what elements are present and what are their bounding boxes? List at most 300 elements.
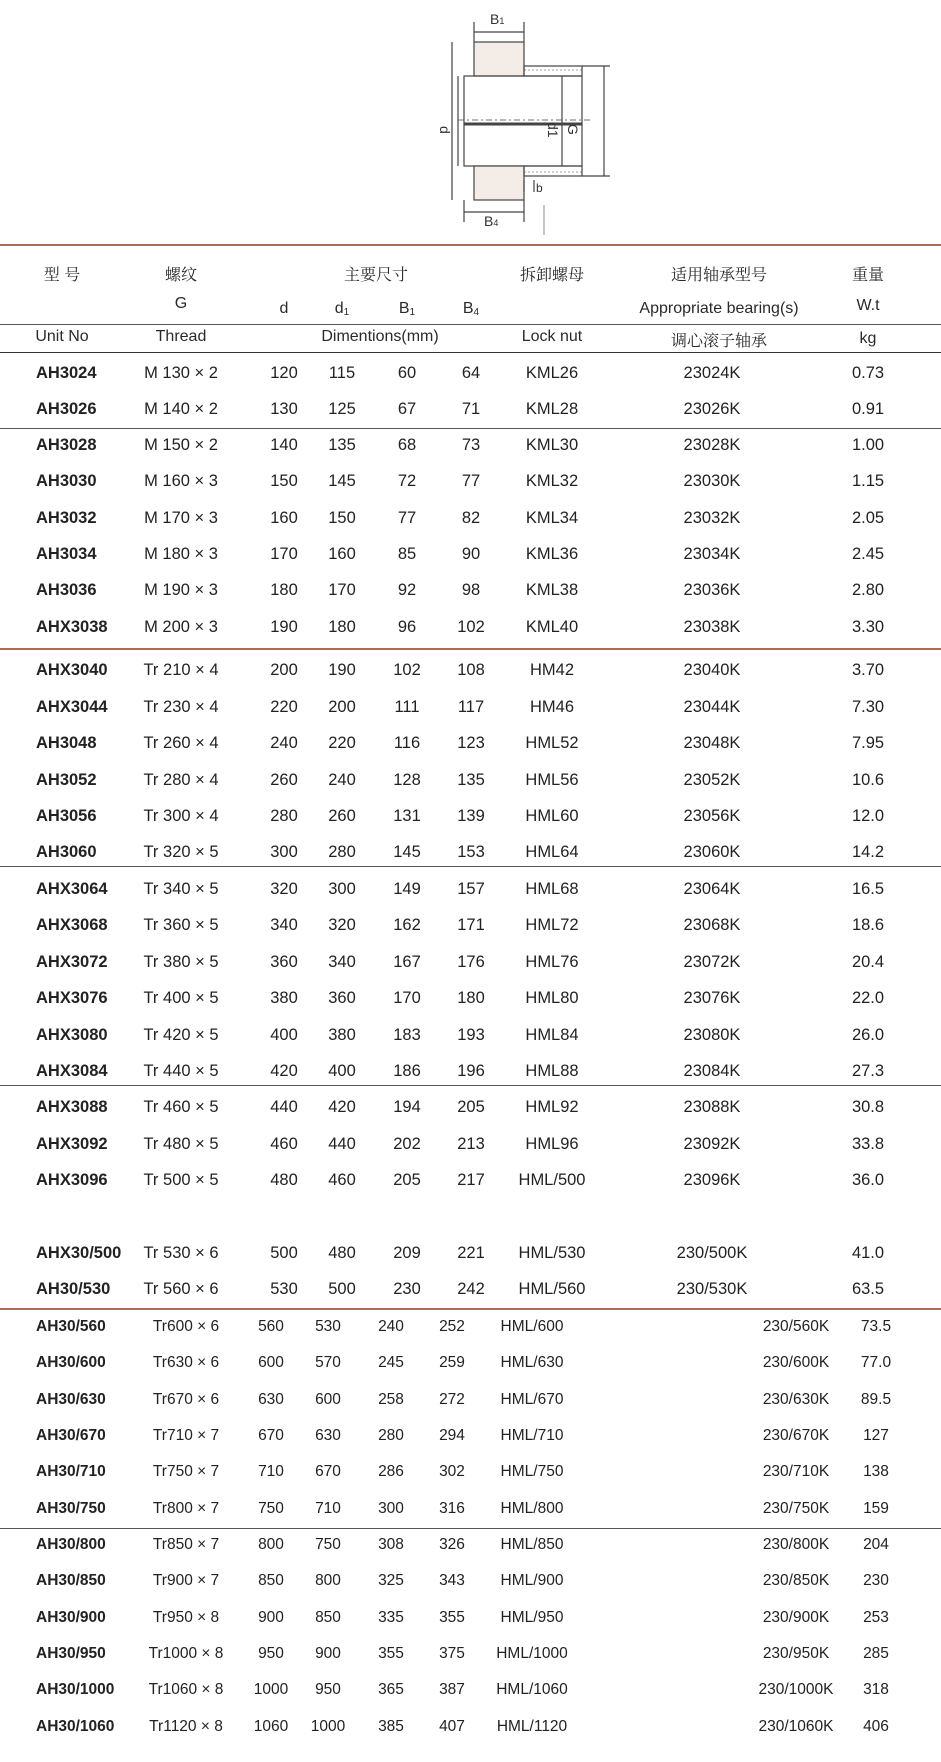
cell-b4: 64 — [461, 364, 481, 382]
cell-d1: 420 — [328, 1098, 356, 1116]
cell-b1: 162 — [393, 916, 421, 934]
cell-unit-no: AH3036 — [36, 581, 97, 599]
cell-b1: 300 — [378, 1500, 404, 1517]
cell-weight: 26.0 — [851, 1026, 885, 1044]
cell-d: 500 — [270, 1244, 298, 1262]
cell-lock-nut: HML/1000 — [496, 1645, 568, 1662]
cell-d1: 170 — [328, 581, 356, 599]
cell-b1: 230 — [393, 1280, 421, 1298]
table-row — [0, 1162, 941, 1198]
header-col-b4: $B_4$ — [462, 300, 480, 318]
cell-weight: 2.80 — [851, 581, 885, 599]
cell-b4: 108 — [457, 661, 485, 679]
cell-weight: 406 — [863, 1718, 889, 1735]
cell-lock-nut: HML/900 — [500, 1572, 564, 1589]
cell-bearing: 23048K — [683, 734, 741, 752]
cell-b1: 149 — [393, 880, 421, 898]
cell-b4: 326 — [439, 1536, 465, 1553]
cell-bearing: 230/1060K — [758, 1718, 834, 1735]
cell-b1: 240 — [378, 1318, 404, 1335]
cell-bearing: 23026K — [683, 400, 741, 418]
cell-b4: 355 — [439, 1609, 465, 1626]
cell-lock-nut: KML32 — [525, 472, 579, 490]
header-bottom-border — [0, 352, 941, 353]
cell-d: 800 — [258, 1536, 284, 1553]
cell-d1: 240 — [328, 771, 356, 789]
cell-b1: 77 — [397, 509, 417, 527]
cell-weight: 73.5 — [860, 1318, 892, 1335]
cell-b1: 209 — [393, 1244, 421, 1262]
header-dims-en: Dimentions(mm) — [321, 328, 439, 345]
cell-thread: Tr 560 × 6 — [143, 1280, 219, 1298]
cell-unit-no: AH3056 — [36, 807, 97, 825]
cell-weight: 14.2 — [851, 843, 885, 861]
cell-lock-nut: HML/560 — [518, 1280, 586, 1298]
cell-b1: 60 — [397, 364, 417, 382]
cell-b4: 193 — [457, 1026, 485, 1044]
cell-b1: 131 — [393, 807, 421, 825]
cell-thread: M 180 × 3 — [144, 545, 218, 563]
cell-lock-nut: HML/750 — [500, 1463, 564, 1480]
cell-d: 600 — [258, 1354, 284, 1371]
cell-d1: 360 — [328, 989, 356, 1007]
cell-bearing: 23040K — [683, 661, 741, 679]
cell-d1: 135 — [328, 436, 356, 454]
cell-lock-nut: HML/600 — [500, 1318, 564, 1335]
cell-d: 180 — [270, 581, 298, 599]
diagram-label-b: b — [536, 181, 543, 195]
cell-unit-no: AHX3072 — [36, 953, 108, 971]
cell-b4: 135 — [457, 771, 485, 789]
cell-unit-no: AHX3096 — [36, 1171, 108, 1189]
header-thread-en: Thread — [155, 328, 207, 345]
table-row — [0, 871, 941, 907]
table-row — [0, 1600, 941, 1636]
table-row — [0, 652, 941, 688]
cell-d: 480 — [270, 1171, 298, 1189]
cell-weight: 2.05 — [851, 509, 885, 527]
cell-d1: 710 — [315, 1500, 341, 1517]
cell-b1: 102 — [393, 661, 421, 679]
cell-d: 950 — [258, 1645, 284, 1662]
cell-unit-no: AH30/630 — [36, 1391, 106, 1408]
header-unit-en: Unit No — [35, 328, 89, 345]
cell-unit-no: AH3048 — [36, 734, 97, 752]
cell-thread: Tr 340 × 5 — [143, 880, 219, 898]
cell-unit-no: AH30/530 — [36, 1280, 111, 1298]
cell-lock-nut: HML52 — [525, 734, 579, 752]
header-bearing-cn: 适用轴承型号 — [670, 267, 768, 284]
cell-weight: 27.3 — [851, 1062, 885, 1080]
cell-lock-nut: HM46 — [529, 698, 575, 716]
cell-lock-nut: HML88 — [525, 1062, 579, 1080]
cell-unit-no: AHX30/500 — [36, 1244, 122, 1262]
cell-b1: 245 — [378, 1354, 404, 1371]
cell-unit-no: AH30/600 — [36, 1354, 106, 1371]
cell-unit-no: AH3026 — [36, 400, 97, 418]
cell-b4: 302 — [439, 1463, 465, 1480]
cell-d1: 180 — [328, 618, 356, 636]
table-row — [0, 1418, 941, 1454]
cell-unit-no: AH30/560 — [36, 1318, 106, 1335]
cell-b4: 259 — [439, 1354, 465, 1371]
cell-b4: 316 — [439, 1500, 465, 1517]
cell-d: 200 — [270, 661, 298, 679]
cell-b4: 153 — [457, 843, 485, 861]
cell-bearing: 23068K — [683, 916, 741, 934]
cell-unit-no: AHX3084 — [36, 1062, 108, 1080]
cell-d1: 150 — [328, 509, 356, 527]
cell-thread: M 170 × 3 — [144, 509, 218, 527]
cell-d: 260 — [270, 771, 298, 789]
cell-d1: 190 — [328, 661, 356, 679]
cell-bearing: 23038K — [683, 618, 741, 636]
cell-bearing: 230/670K — [762, 1427, 830, 1444]
cell-lock-nut: KML28 — [525, 400, 579, 418]
table-top-border — [0, 244, 941, 246]
diagram-label-b4: B4 — [484, 213, 499, 229]
cell-b4: 82 — [461, 509, 481, 527]
cell-b1: 85 — [397, 545, 417, 563]
cell-thread: Tr850 × 7 — [152, 1536, 220, 1553]
cell-d1: 400 — [328, 1062, 356, 1080]
cell-b4: 176 — [457, 953, 485, 971]
header-dims-cn: 主要尺寸 — [343, 267, 409, 284]
table-row — [0, 1271, 941, 1307]
cell-bearing: 23030K — [683, 472, 741, 490]
cell-d1: 480 — [328, 1244, 356, 1262]
cell-weight: 77.0 — [860, 1354, 892, 1371]
cell-lock-nut: HML84 — [525, 1026, 579, 1044]
cell-weight: 2.45 — [851, 545, 885, 563]
cell-b1: 145 — [393, 843, 421, 861]
cell-b1: 128 — [393, 771, 421, 789]
cell-b1: 167 — [393, 953, 421, 971]
cell-lock-nut: HML/950 — [500, 1609, 564, 1626]
cell-thread: Tr 500 × 5 — [143, 1171, 219, 1189]
cell-b4: 90 — [461, 545, 481, 563]
cell-lock-nut: KML38 — [525, 581, 579, 599]
cell-b4: 242 — [457, 1280, 485, 1298]
cell-lock-nut: HML/850 — [500, 1536, 564, 1553]
cell-b4: 123 — [457, 734, 485, 752]
cell-d1: 440 — [328, 1135, 356, 1153]
cell-d: 710 — [258, 1463, 284, 1480]
table-row — [0, 980, 941, 1016]
cell-unit-no: AH30/850 — [36, 1572, 106, 1589]
table-row — [0, 609, 941, 645]
cell-b1: 68 — [397, 436, 417, 454]
cell-lock-nut: KML34 — [525, 509, 579, 527]
cell-weight: 3.30 — [851, 618, 885, 636]
cell-weight: 159 — [863, 1500, 889, 1517]
cell-b4: 213 — [457, 1135, 485, 1153]
cell-d: 750 — [258, 1500, 284, 1517]
cell-bearing: 23052K — [683, 771, 741, 789]
cell-bearing: 23064K — [683, 880, 741, 898]
header-type-cn: 型 号 — [43, 267, 81, 284]
cell-unit-no: AH30/800 — [36, 1536, 106, 1553]
cell-b1: 116 — [393, 734, 421, 752]
cell-d1: 115 — [328, 364, 356, 382]
cell-d1: 145 — [328, 472, 356, 490]
cell-lock-nut: HML/800 — [500, 1500, 564, 1517]
cell-lock-nut: HML76 — [525, 953, 579, 971]
cell-unit-no: AH3034 — [36, 545, 97, 563]
sleeve-diagram — [0, 0, 941, 245]
header-thread-cn: 螺纹 — [164, 267, 198, 284]
cell-unit-no: AHX3044 — [36, 698, 108, 716]
header-weight-unit: kg — [859, 330, 877, 347]
cell-weight: 3.70 — [851, 661, 885, 679]
cell-weight: 0.91 — [851, 400, 885, 418]
cell-b1: 183 — [393, 1026, 421, 1044]
header-locknut-en: Lock nut — [521, 328, 583, 345]
cell-weight: 230 — [863, 1572, 889, 1589]
cell-lock-nut: HML64 — [525, 843, 579, 861]
cell-weight: 204 — [863, 1536, 889, 1553]
table-row — [0, 798, 941, 834]
cell-d1: 750 — [315, 1536, 341, 1553]
cell-unit-no: AH3060 — [36, 843, 97, 861]
header-divider — [0, 324, 941, 325]
cell-lock-nut: KML36 — [525, 545, 579, 563]
cell-weight: 22.0 — [851, 989, 885, 1007]
cell-bearing: 230/750K — [762, 1500, 830, 1517]
cell-d: 560 — [258, 1318, 284, 1335]
cell-unit-no: AHX3038 — [36, 618, 108, 636]
diagram-label-b1: B1 — [490, 11, 505, 27]
cell-b1: 194 — [393, 1098, 421, 1116]
cell-unit-no: AH30/750 — [36, 1500, 106, 1517]
cell-thread: Tr 440 × 5 — [143, 1062, 219, 1080]
cell-thread: Tr 260 × 4 — [143, 734, 219, 752]
cell-lock-nut: HML/630 — [500, 1354, 564, 1371]
cell-d: 340 — [270, 916, 298, 934]
cell-lock-nut: HML/670 — [500, 1391, 564, 1408]
cell-thread: Tr750 × 7 — [152, 1463, 220, 1480]
cell-bearing: 23034K — [683, 545, 741, 563]
cell-weight: 0.73 — [851, 364, 885, 382]
cell-d: 400 — [270, 1026, 298, 1044]
table-row — [0, 1527, 941, 1563]
table-row — [0, 1309, 941, 1345]
cell-d1: 500 — [328, 1280, 356, 1298]
cell-bearing: 23060K — [683, 843, 741, 861]
cell-thread: M 200 × 3 — [144, 618, 218, 636]
cell-d: 900 — [258, 1609, 284, 1626]
cell-weight: 318 — [863, 1681, 889, 1698]
cell-thread: Tr 460 × 5 — [143, 1098, 219, 1116]
table-row — [0, 391, 941, 427]
cell-d: 670 — [258, 1427, 284, 1444]
cell-d: 460 — [270, 1135, 298, 1153]
table-row — [0, 1454, 941, 1490]
cell-lock-nut: HML80 — [525, 989, 579, 1007]
cell-unit-no: AH3032 — [36, 509, 97, 527]
cell-d: 320 — [270, 880, 298, 898]
cell-thread: Tr 210 × 4 — [143, 661, 219, 679]
cell-d1: 1000 — [310, 1718, 346, 1735]
cell-d: 360 — [270, 953, 298, 971]
cell-unit-no: AHX3088 — [36, 1098, 108, 1116]
cell-d1: 950 — [315, 1681, 341, 1698]
cell-unit-no: AH3030 — [36, 472, 97, 490]
cell-weight: 36.0 — [851, 1171, 885, 1189]
cell-d1: 600 — [315, 1391, 341, 1408]
header-locknut-cn: 拆卸螺母 — [519, 267, 585, 284]
cell-unit-no: AHX3040 — [36, 661, 108, 679]
cell-bearing: 230/600K — [762, 1354, 830, 1371]
cell-thread: Tr600 × 6 — [152, 1318, 220, 1335]
cell-b4: 205 — [457, 1098, 485, 1116]
cell-d: 150 — [270, 472, 298, 490]
cell-unit-no: AHX3068 — [36, 916, 108, 934]
cell-unit-no: AH3024 — [36, 364, 97, 382]
table-row — [0, 1382, 941, 1418]
cell-b4: 217 — [457, 1171, 485, 1189]
cell-b1: 308 — [378, 1536, 404, 1553]
cell-d1: 850 — [315, 1609, 341, 1626]
cell-unit-no: AH3028 — [36, 436, 97, 454]
cell-thread: Tr710 × 7 — [152, 1427, 220, 1444]
cell-d1: 300 — [328, 880, 356, 898]
cell-d: 220 — [270, 698, 298, 716]
table-row — [0, 1017, 941, 1053]
cell-weight: 18.6 — [851, 916, 885, 934]
cell-bearing: 23036K — [683, 581, 741, 599]
table-row — [0, 536, 941, 572]
cell-d: 160 — [270, 509, 298, 527]
cell-thread: Tr1000 × 8 — [148, 1645, 224, 1662]
cell-b4: 196 — [457, 1062, 485, 1080]
cell-lock-nut: HML96 — [525, 1135, 579, 1153]
cell-lock-nut: KML26 — [525, 364, 579, 382]
cell-lock-nut: HM42 — [529, 661, 575, 679]
cell-weight: 138 — [863, 1463, 889, 1480]
table-row — [0, 355, 941, 391]
table-row — [0, 500, 941, 536]
cell-bearing: 23092K — [683, 1135, 741, 1153]
cell-unit-no: AH30/670 — [36, 1427, 106, 1444]
cell-weight: 7.95 — [851, 734, 885, 752]
cell-b1: 286 — [378, 1463, 404, 1480]
cell-d1: 320 — [328, 916, 356, 934]
cell-b1: 258 — [378, 1391, 404, 1408]
cell-d: 280 — [270, 807, 298, 825]
header-col-b1: $B_1$ — [398, 300, 416, 318]
cell-bearing: 230/630K — [762, 1391, 830, 1408]
cell-thread: M 190 × 3 — [144, 581, 218, 599]
cell-thread: Tr 400 × 5 — [143, 989, 219, 1007]
cell-unit-no: AH30/900 — [36, 1609, 106, 1626]
cell-bearing: 230/560K — [762, 1318, 830, 1335]
cell-weight: 20.4 — [851, 953, 885, 971]
cell-b1: 365 — [378, 1681, 404, 1698]
cell-unit-no: AHX3064 — [36, 880, 108, 898]
cell-bearing: 230/850K — [762, 1572, 830, 1589]
cell-d1: 220 — [328, 734, 356, 752]
cell-lock-nut: KML40 — [525, 618, 579, 636]
cell-d1: 200 — [328, 698, 356, 716]
cell-thread: Tr 480 × 5 — [143, 1135, 219, 1153]
header-bearing-cn2: 调心滚子轴承 — [670, 333, 768, 350]
table-row — [0, 572, 941, 608]
cell-thread: Tr800 × 7 — [152, 1500, 220, 1517]
cell-b4: 102 — [457, 618, 485, 636]
cell-bearing: 230/500K — [676, 1244, 748, 1262]
cell-lock-nut: HML/530 — [518, 1244, 586, 1262]
table-row — [0, 427, 941, 463]
cell-bearing: 23032K — [683, 509, 741, 527]
cell-thread: Tr 420 × 5 — [143, 1026, 219, 1044]
table-row — [0, 1709, 941, 1745]
table-row — [0, 1089, 941, 1125]
cell-weight: 127 — [863, 1427, 889, 1444]
cell-b4: 73 — [461, 436, 481, 454]
cell-b4: 272 — [439, 1391, 465, 1408]
table-row — [0, 907, 941, 943]
cell-bearing: 23084K — [683, 1062, 741, 1080]
cell-bearing: 23072K — [683, 953, 741, 971]
cell-b1: 170 — [393, 989, 421, 1007]
cell-b1: 335 — [378, 1609, 404, 1626]
cell-bearing: 230/1000K — [758, 1681, 834, 1698]
cell-thread: Tr 530 × 6 — [143, 1244, 219, 1262]
table-row — [0, 689, 941, 725]
table-row — [0, 1563, 941, 1599]
cell-thread: M 140 × 2 — [144, 400, 218, 418]
cell-b1: 92 — [397, 581, 417, 599]
cell-thread: M 160 × 3 — [144, 472, 218, 490]
cell-thread: Tr630 × 6 — [152, 1354, 220, 1371]
cell-b4: 171 — [457, 916, 485, 934]
group-divider — [0, 648, 941, 650]
cell-bearing: 23044K — [683, 698, 741, 716]
cell-unit-no: AHX3092 — [36, 1135, 108, 1153]
cell-d: 120 — [270, 364, 298, 382]
table-row — [0, 725, 941, 761]
table-row — [0, 1126, 941, 1162]
cell-bearing: 23096K — [683, 1171, 741, 1189]
cell-thread: Tr670 × 6 — [152, 1391, 220, 1408]
table-row — [0, 834, 941, 870]
cell-thread: Tr1060 × 8 — [148, 1681, 224, 1698]
cell-bearing: 23024K — [683, 364, 741, 382]
cell-b1: 325 — [378, 1572, 404, 1589]
cell-unit-no: AH30/950 — [36, 1645, 106, 1662]
cell-lock-nut: HML/500 — [518, 1171, 586, 1189]
cell-bearing: 23076K — [683, 989, 741, 1007]
cell-weight: 285 — [863, 1645, 889, 1662]
cell-weight: 30.8 — [851, 1098, 885, 1116]
cell-bearing: 230/530K — [676, 1280, 748, 1298]
cell-bearing: 23028K — [683, 436, 741, 454]
cell-weight: 89.5 — [860, 1391, 892, 1408]
cell-d1: 125 — [328, 400, 356, 418]
cell-b1: 111 — [394, 698, 420, 716]
cell-thread: Tr 320 × 5 — [143, 843, 219, 861]
cell-thread: M 150 × 2 — [144, 436, 218, 454]
table-row — [0, 1672, 941, 1708]
cell-d1: 380 — [328, 1026, 356, 1044]
cell-lock-nut: HML68 — [525, 880, 579, 898]
cell-d: 170 — [270, 545, 298, 563]
cell-weight: 41.0 — [851, 1244, 885, 1262]
cell-bearing: 23080K — [683, 1026, 741, 1044]
cell-d: 850 — [258, 1572, 284, 1589]
cell-b4: 117 — [457, 698, 485, 716]
